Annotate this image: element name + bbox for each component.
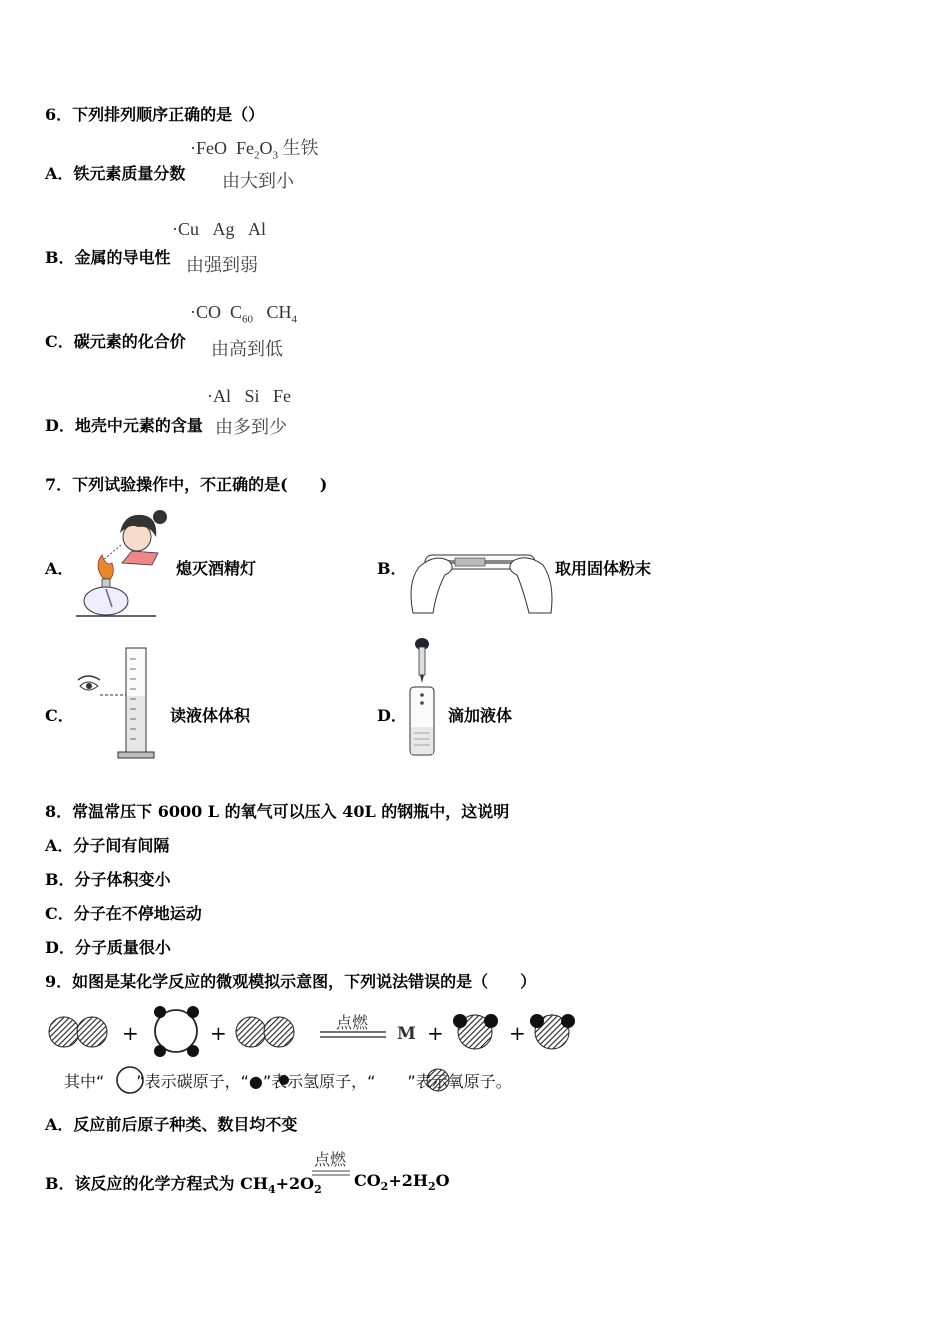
q7-option-b-letter: B． [377, 559, 407, 578]
q8-option-d: D．分子质量很小 [45, 938, 171, 957]
q6-option-d-order: 由多到少 [215, 417, 287, 438]
q8-option-c: C．分子在不停地运动 [45, 904, 202, 923]
diagram-caption: 其中“ ”表示碳原子，“●”表示氢原子，“ ”表示氧原子。 [64, 1072, 512, 1091]
q9-option-b-condition: 点燃 [314, 1150, 347, 1169]
q9-option-a: A．反应前后原子种类、数目均不变 [45, 1115, 298, 1134]
q6-option-a-items: ·FeO $Fe_2O_3$ 生铁 [190, 138, 319, 162]
q6-option-b-label: B．金属的导电性 [45, 248, 171, 267]
q6-option-d-label: D．地壳中元素的含量 [45, 416, 203, 435]
q6-option-b-order: 由强到弱 [186, 255, 258, 276]
reaction-condition: 点燃 [336, 1013, 369, 1032]
q6-option-d-items: ·Al Si Fe [207, 386, 292, 406]
q9-option-b-rhs: $CO_2+2H_2O$ [354, 1171, 450, 1194]
q7-stem: 7．下列试验操作中，不正确的是( ) [45, 475, 328, 494]
q7-option-d-text: 滴加液体 [448, 706, 513, 725]
plus-3: + [427, 1021, 444, 1045]
q7-option-b-text: 取用固体粉末 [555, 559, 652, 578]
q6-option-c-order: 由高到低 [211, 339, 283, 360]
q6-option-a-label: A．铁元素质量分数 [45, 164, 186, 183]
q6-option-c-items: ·CO $C_{60}$ $CH_4$ [190, 302, 298, 326]
product-m: M [397, 1024, 416, 1044]
q6-stem: 6．下列排列顺序正确的是（） [45, 105, 265, 124]
q8-stem: 8．常温常压下 6000 L 的氧气可以压入 40L 的钢瓶中，这说明 [45, 802, 510, 821]
q8-option-a: A．分子间有间隔 [45, 836, 170, 855]
q6-option-b-items: ·Cu Ag Al [172, 219, 267, 239]
q7-option-a-text: 熄灭酒精灯 [176, 559, 257, 578]
q9-option-b: B．该反应的化学方程式为 $CH_4+2O_2$ [45, 1174, 322, 1197]
q9-stem: 9．如图是某化学反应的微观模拟示意图，下列说法错误的是（ ） [45, 972, 537, 991]
q8-option-b: B．分子体积变小 [45, 870, 171, 889]
q7-option-d-letter: D． [377, 706, 407, 725]
q7-option-c-text: 读液体体积 [170, 706, 251, 725]
q6-option-c-label: C．碳元素的化合价 [45, 332, 186, 351]
q7-option-a-letter: A． [45, 559, 74, 578]
plus-1: + [122, 1021, 139, 1045]
plus-2: + [210, 1021, 227, 1045]
plus-4: + [509, 1021, 526, 1045]
q6-option-a-order: 由大到小 [222, 171, 294, 192]
q7-option-c-letter: C． [45, 706, 74, 725]
